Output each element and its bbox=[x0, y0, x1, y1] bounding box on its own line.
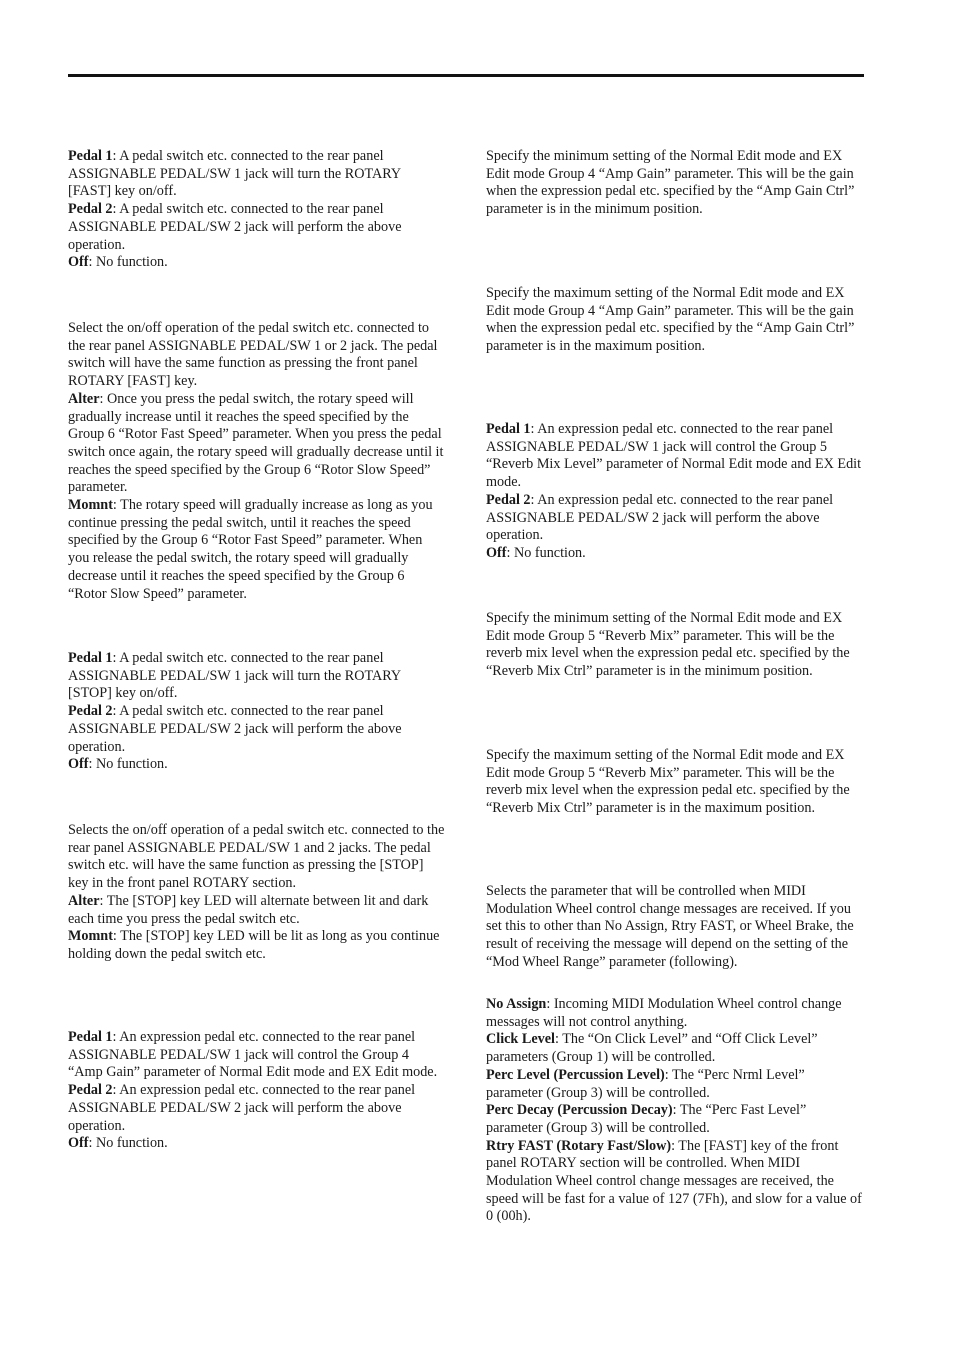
option-text: : A pedal switch etc. connected to the rear panel ASSIGNABLE PEDAL/SW 1 jack will turn the ROTARY [FAST] key on/off. bbox=[68, 148, 401, 200]
option-term: Alter bbox=[68, 390, 100, 407]
option-text: : Once you press the pedal switch, the rotary speed will gradually increase until it reaches the speed specified by the Group 6 “Rotor Fast Speed” parameter. When you press the pedal switch once again, the rotary speed will gradually decrease until it reaches the speed specified by the Group 6 “Rotor Slow Speed” parameter. bbox=[68, 390, 444, 496]
option-line bbox=[486, 1067, 864, 1102]
option-text: : An expression pedal etc. connected to the rear panel ASSIGNABLE PEDAL/SW 1 jack will control the Group 5 “Reverb Mix Level” parameter of Normal Edit mode and EX Edit mode. bbox=[486, 421, 862, 491]
option-term: Rtry FAST (Rotary Fast/Slow) bbox=[486, 1137, 672, 1154]
option-line bbox=[68, 497, 446, 603]
option-line bbox=[486, 1102, 864, 1137]
description-text: Select the on/off operation of the pedal switch etc. connected to the rear panel ASSIGNABLE PEDAL/SW 1 or 2 jack. The pedal switch will have the same function as pressing the front panel ROTARY [FAST] key. bbox=[68, 320, 438, 390]
option-text: : The “On Click Level” and “Off Click Level” parameters (Group 1) will be controlled. bbox=[486, 1031, 818, 1066]
option-term: Alter bbox=[68, 892, 100, 909]
option-term: Click Level bbox=[486, 1031, 555, 1048]
option-line bbox=[486, 1031, 864, 1066]
option-text: : Incoming MIDI Modulation Wheel control change messages will not control anything. bbox=[486, 996, 842, 1030]
amp-gain-max-description bbox=[486, 285, 864, 356]
description-text: Selects the on/off operation of a pedal switch etc. connected to the rear panel ASSIGNABLE PEDAL/SW 1 and 2 jacks. The pedal switch etc. will have the same function as pressing the [STOP] key in the front panel ROTARY section. bbox=[68, 822, 445, 892]
option-line bbox=[68, 928, 446, 963]
option-term: Pedal 2 bbox=[486, 491, 531, 508]
rotary-fast-pedal-options bbox=[68, 148, 446, 272]
option-term: Pedal 1 bbox=[68, 1029, 113, 1045]
option-line bbox=[486, 545, 864, 563]
option-term: No Assign bbox=[486, 996, 547, 1012]
option-text: : An expression pedal etc. connected to the rear panel ASSIGNABLE PEDAL/SW 2 jack will perform the above operation. bbox=[486, 491, 834, 544]
option-text: : A pedal switch etc. connected to the rear panel ASSIGNABLE PEDAL/SW 2 jack will perform the above operation. bbox=[68, 703, 402, 755]
description-text: Specify the minimum setting of the Normal Edit mode and EX Edit mode Group 5 “Reverb Mix” parameter. This will be the reverb mix level when the expression pedal etc. specified by the “Reverb Mix Ctrl” parameter is in the minimum position. bbox=[486, 610, 850, 680]
option-line bbox=[68, 254, 446, 272]
option-text: : An expression pedal etc. connected to the rear panel ASSIGNABLE PEDAL/SW 2 jack will perform the above operation. bbox=[68, 1082, 416, 1134]
option-text: : An expression pedal etc. connected to the rear panel ASSIGNABLE PEDAL/SW 1 jack will control the Group 4 “Amp Gain” parameter of Normal Edit mode and EX Edit mode. bbox=[68, 1029, 438, 1081]
option-line bbox=[68, 1082, 446, 1135]
option-line bbox=[68, 703, 446, 756]
option-term: Momnt bbox=[68, 928, 113, 945]
amp-gain-min-description bbox=[486, 148, 864, 219]
option-line bbox=[486, 421, 864, 492]
option-text: : A pedal switch etc. connected to the rear panel ASSIGNABLE PEDAL/SW 2 jack will perform the above operation. bbox=[68, 201, 402, 253]
option-text: : No function. bbox=[506, 544, 586, 561]
rotary-fast-mode-description bbox=[68, 320, 446, 603]
option-text: : The [FAST] key of the front panel ROTARY section will be controlled. When MIDI Modulation Wheel control change messages are received, the speed will be fast for a value of 127 (7Fh), and slow for a value of 0 (00h). bbox=[486, 1137, 862, 1225]
header-rule bbox=[68, 74, 864, 77]
option-text: : The “Perc Fast Level” parameter (Group 3) will be controlled. bbox=[486, 1102, 807, 1136]
option-term: Pedal 2 bbox=[68, 1082, 113, 1099]
option-term: Pedal 2 bbox=[68, 201, 113, 218]
description-text: Selects the parameter that will be controlled when MIDI Modulation Wheel control change messages are received. If you set this to other than No Assign, Rtry FAST, or Wheel Brake, the result of receiving the message will depend on the setting of the “Mod Wheel Range” parameter (following). bbox=[486, 883, 854, 970]
option-line bbox=[68, 148, 446, 201]
option-term: Pedal 2 bbox=[68, 703, 113, 720]
mod-wheel-assign-options bbox=[486, 996, 864, 1226]
mod-wheel-assign-description bbox=[486, 883, 864, 972]
option-text: : The [STOP] key LED will be lit as long as you continue holding down the pedal switch etc. bbox=[68, 928, 440, 962]
reverb-mix-min-description bbox=[486, 610, 864, 681]
option-text: : No function. bbox=[88, 756, 168, 773]
option-term: Perc Level (Percussion Level) bbox=[486, 1066, 665, 1083]
option-text: : No function. bbox=[88, 1135, 168, 1152]
option-term: Pedal 1 bbox=[68, 650, 113, 666]
rotary-stop-mode-description bbox=[68, 822, 446, 964]
option-text: : No function. bbox=[88, 254, 168, 271]
option-line bbox=[68, 756, 446, 774]
option-line bbox=[486, 996, 864, 1031]
option-line bbox=[68, 650, 446, 703]
description-text: Specify the minimum setting of the Normal Edit mode and EX Edit mode Group 4 “Amp Gain” parameter. This will be the gain when the expression pedal etc. specified by the “Amp Gain Ctrl” parameter is in the minimum position. bbox=[486, 148, 855, 218]
option-term: Momnt bbox=[68, 497, 113, 514]
rotary-stop-pedal-options bbox=[68, 650, 446, 774]
reverb-mix-max-description bbox=[486, 747, 864, 818]
option-term: Perc Decay (Percussion Decay) bbox=[486, 1102, 673, 1119]
amp-gain-ctrl-options bbox=[68, 1029, 446, 1153]
option-term: Off bbox=[486, 544, 507, 561]
option-term: Off bbox=[68, 756, 89, 773]
option-text: : The rotary speed will gradually increase as long as you continue pressing the pedal switch, until it reaches the speed specified by the Group 6 “Rotor Fast Speed” parameter. When you release the pedal switch, the rotary speed will gradually decrease until it reaches the speed specified by the Group 6 “Rotor Slow Speed” parameter. bbox=[68, 497, 433, 602]
option-line bbox=[486, 1138, 864, 1227]
option-line bbox=[68, 1135, 446, 1153]
option-line bbox=[68, 893, 446, 928]
option-line bbox=[68, 391, 446, 497]
option-term: Off bbox=[68, 1135, 89, 1152]
option-line bbox=[68, 1029, 446, 1082]
option-line bbox=[486, 492, 864, 545]
option-term: Pedal 1 bbox=[68, 148, 113, 164]
option-term: Off bbox=[68, 254, 89, 271]
option-text: : The “Perc Nrml Level” parameter (Group 3) will be controlled. bbox=[486, 1066, 805, 1101]
reverb-mix-ctrl-options bbox=[486, 421, 864, 563]
option-text: : The [STOP] key LED will alternate between lit and dark each time you press the pedal switch etc. bbox=[68, 892, 429, 927]
description-text: Specify the maximum setting of the Normal Edit mode and EX Edit mode Group 4 “Amp Gain” parameter. This will be the gain when the expression pedal etc. specified by the “Amp Gain Ctrl” parameter is in the maximum position. bbox=[486, 285, 855, 355]
option-term: Pedal 1 bbox=[486, 421, 531, 437]
option-text: : A pedal switch etc. connected to the rear panel ASSIGNABLE PEDAL/SW 1 jack will turn the ROTARY [STOP] key on/off. bbox=[68, 650, 401, 702]
description-text: Specify the maximum setting of the Normal Edit mode and EX Edit mode Group 5 “Reverb Mix” parameter. This will be the reverb mix level when the expression pedal etc. specified by the “Reverb Mix Ctrl” parameter is in the maximum position. bbox=[486, 747, 850, 817]
option-line bbox=[68, 201, 446, 254]
